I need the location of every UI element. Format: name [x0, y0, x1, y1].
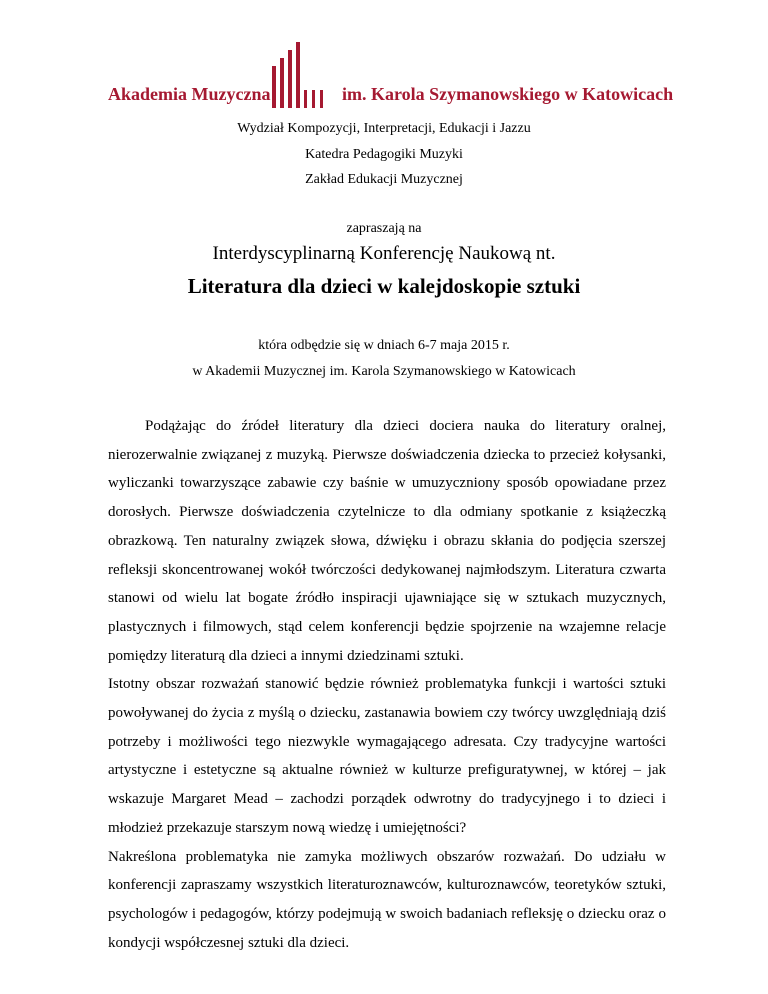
letterhead	[0, 36, 768, 108]
place-line: w Akademii Muzycznej im. Karola Szymanowskiego w Katowicach	[192, 364, 576, 379]
logo-pipe-3	[288, 50, 292, 108]
paragraph-3: Nakreślona problematyka nie zamyka możliwych obszarów rozważań. Do udziału w konferencji zapraszamy wszystkich literaturoznawców, kulturoznawców, teoretyków sztuki, psychologów i pedagogów, którzy podejmują w swoich badaniach refleksję o dziecku oraz o kondycji współczesnej sztuki dla dzieci.	[108, 848, 666, 951]
logo-pipe-2	[280, 58, 284, 108]
logo-pipe-6	[312, 90, 315, 108]
logo-pipe-5	[304, 90, 307, 108]
body-text	[108, 412, 666, 957]
paragraph-2: Istotny obszar rozważań stanowić będzie również problematyka funkcji i wartości sztuki powoływanej do życia z myślą o dziecku, zastanawia bowiem czy twórcy uwzględniają dziś potrzeby i możliwości tego niezwykle wymagającego adresata. Czy tradycyjne wartości artystyczne i estetyczne są aktualne również w kulturze prefiguratywnej, w której – jak wskazuje Margaret Mead – zachodzi porządek odwrotny do tradycyjnego i to dzieci i młodzież przekazuje starszym nową wiedzę i umiejętności?	[108, 676, 666, 836]
organizer-unit: Zakład Edukacji Muzycznej	[305, 172, 463, 187]
academy-name-left: Akademia Muzyczna	[108, 84, 271, 104]
conference-type: Interdyscyplinarną Konferencję Naukową nt.	[212, 243, 556, 264]
logo-pipe-1	[272, 66, 276, 108]
academy-name-right: im. Karola Szymanowskiego w Katowicach	[342, 84, 674, 104]
date-line: która odbędzie się w dniach 6-7 maja 2015 r.	[258, 338, 510, 353]
paragraph-1: Podążając do źródeł literatury dla dzieci dociera nauka do literatury oralnej, nierozerwalnie związanej z muzyką. Pierwsze doświadczenia dziecka to przecież kołysanki, wyliczanki towarzyszące zabawie czy baśnie w umuzyczniony sposób opowiadane przez dorosłych. Pierwsze doświadczenia czytelnicze to dla odmiany spotkanie z książeczką obrazkową. Ten naturalny związek słowa, dźwięku i obrazu skłania do podjęcia szerszej refleksji skoncentrowanej wokół twórczości dedykowanej najmłodszym. Literatura czwarta stanowi od wielu lat bogate źródło inspiracji ujawniające się w sztukach muzycznych, plastycznych i filmowych, stąd celem konferencji będzie spojrzenie na wzajemne relacje pomiędzy literaturą dla dzieci a innymi dziedzinami sztuki.	[108, 418, 666, 664]
invite-text: zapraszają na	[346, 221, 422, 236]
organizer-faculty: Wydział Kompozycji, Interpretacji, Edukacji i Jazzu	[237, 121, 531, 136]
organizer-department: Katedra Pedagogiki Muzyki	[305, 147, 463, 162]
logo-pipe-4	[296, 42, 300, 108]
conference-title: Literatura dla dzieci w kalejdoskopie sztuki	[187, 274, 581, 298]
organ-pipes-logo-icon	[272, 36, 334, 108]
logo-pipe-7	[320, 90, 323, 108]
